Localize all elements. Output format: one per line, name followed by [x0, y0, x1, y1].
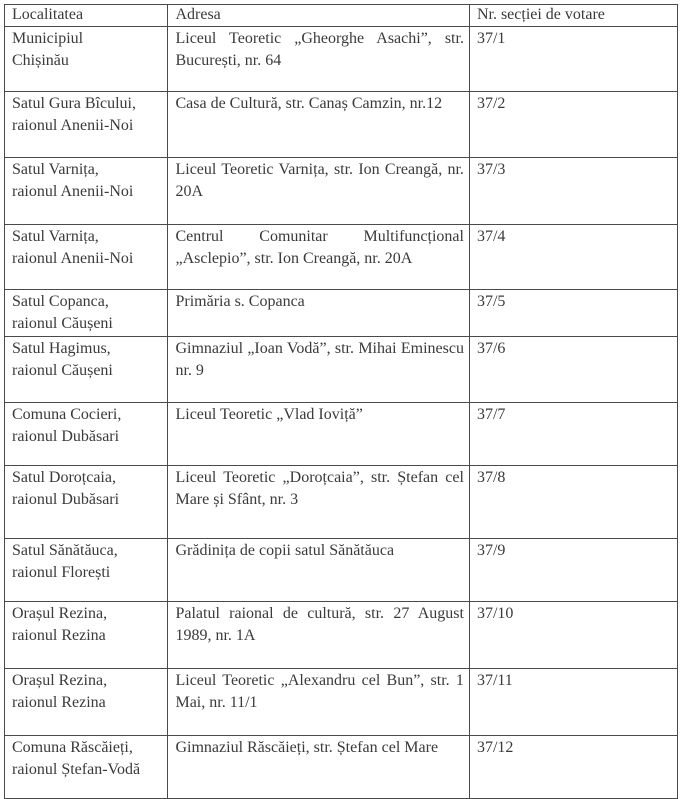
table-row [5, 736, 678, 799]
locality-line: Orașul Rezina, [12, 672, 108, 689]
section-number-cell: 37/6 [469, 337, 677, 403]
locality-line: raionul Dubăsari [12, 491, 120, 508]
section-number-cell: 37/1 [469, 27, 677, 92]
locality-cell [5, 602, 168, 669]
section-number-cell: 37/8 [469, 466, 677, 539]
address-cell: Liceul Teoretic „Vlad Ioviță” [168, 403, 469, 466]
locality-line: Satul Doroțcaia, [12, 469, 116, 486]
locality-line: Municipiul [12, 30, 84, 47]
locality-line: raionul Anenii-Noi [12, 117, 134, 134]
locality-line: Satul Copanca, [12, 293, 109, 310]
section-number-cell: 37/4 [469, 225, 677, 290]
locality-cell [5, 403, 168, 466]
table-row [5, 290, 678, 337]
locality-line: Satul Varnița, [12, 161, 99, 178]
table-header-row [5, 5, 678, 27]
address-cell: Gimnaziul Răscăieți, str. Ștefan cel Mare [168, 736, 469, 799]
address-cell: Liceul Teoretic Varnița, str. Ion Creangă, nr. 20A [168, 158, 469, 225]
locality-line: raionul Rezina [12, 694, 106, 711]
section-number-cell: 37/7 [469, 403, 677, 466]
table-row [5, 337, 678, 403]
polling-stations-table [4, 4, 678, 799]
locality-line: raionul Rezina [12, 627, 106, 644]
table-row [5, 539, 678, 602]
section-number-cell: 37/3 [469, 158, 677, 225]
address-cell: Grădinița de copii satul Sănătăuca [168, 539, 469, 602]
locality-line: Comuna Răscăieți, [12, 739, 133, 756]
section-number-cell: 37/9 [469, 539, 677, 602]
section-number-cell: 37/5 [469, 290, 677, 337]
locality-line: Chișinău [12, 52, 69, 69]
locality-line: Orașul Rezina, [12, 605, 108, 622]
table-row [5, 466, 678, 539]
locality-line: raionul Anenii-Noi [12, 183, 134, 200]
locality-line: raionul Căușeni [12, 362, 113, 379]
table-row [5, 669, 678, 736]
header-section: Nr. secției de votare [469, 5, 677, 27]
address-cell: Centrul Comunitar Multifuncțional „Asclepio”, str. Ion Creangă, nr. 20A [168, 225, 469, 290]
locality-line: Satul Sănătăuca, [12, 542, 118, 559]
address-cell: Gimnaziul „Ioan Vodă”, str. Mihai Eminescu nr. 9 [168, 337, 469, 403]
table-body [5, 5, 678, 799]
locality-cell [5, 539, 168, 602]
address-cell: Liceul Teoretic „Doroțcaia”, str. Ștefan cel Mare și Sfânt, nr. 3 [168, 466, 469, 539]
address-cell: Liceul Teoretic „Alexandru cel Bun”, str. 1 Mai, nr. 11/1 [168, 669, 469, 736]
locality-line: Comuna Cocieri, [12, 406, 122, 423]
locality-cell [5, 27, 168, 92]
table-row [5, 158, 678, 225]
header-address: Adresa [168, 5, 469, 27]
locality-line: raionul Căușeni [12, 315, 113, 332]
table-row [5, 602, 678, 669]
section-number-cell: 37/12 [469, 736, 677, 799]
table-row [5, 92, 678, 158]
table-row [5, 27, 678, 92]
locality-cell [5, 225, 168, 290]
locality-cell [5, 466, 168, 539]
section-number-cell: 37/10 [469, 602, 677, 669]
section-number-cell: 37/2 [469, 92, 677, 158]
locality-line: raionul Anenii-Noi [12, 250, 134, 267]
locality-line: Satul Hagimus, [12, 340, 111, 357]
locality-line: Satul Gura Bîcului, [12, 95, 136, 112]
header-locality: Localitatea [5, 5, 168, 27]
address-cell: Palatul raional de cultură, str. 27 August 1989, nr. 1A [168, 602, 469, 669]
locality-line: raionul Dubăsari [12, 428, 120, 445]
address-cell: Primăria s. Copanca [168, 290, 469, 337]
locality-line: raionul Florești [12, 564, 111, 581]
locality-cell [5, 736, 168, 799]
address-cell: Casa de Cultură, str. Canaș Camzin, nr.12 [168, 92, 469, 158]
locality-cell [5, 669, 168, 736]
address-cell: Liceul Teoretic „Gheorghe Asachi”, str. București, nr. 64 [168, 27, 469, 92]
table-row [5, 403, 678, 466]
locality-line: raionul Ștefan-Vodă [12, 761, 141, 778]
locality-cell [5, 158, 168, 225]
locality-cell [5, 92, 168, 158]
table-row [5, 225, 678, 290]
locality-cell [5, 337, 168, 403]
section-number-cell: 37/11 [469, 669, 677, 736]
locality-line: Satul Varnița, [12, 228, 99, 245]
locality-cell [5, 290, 168, 337]
